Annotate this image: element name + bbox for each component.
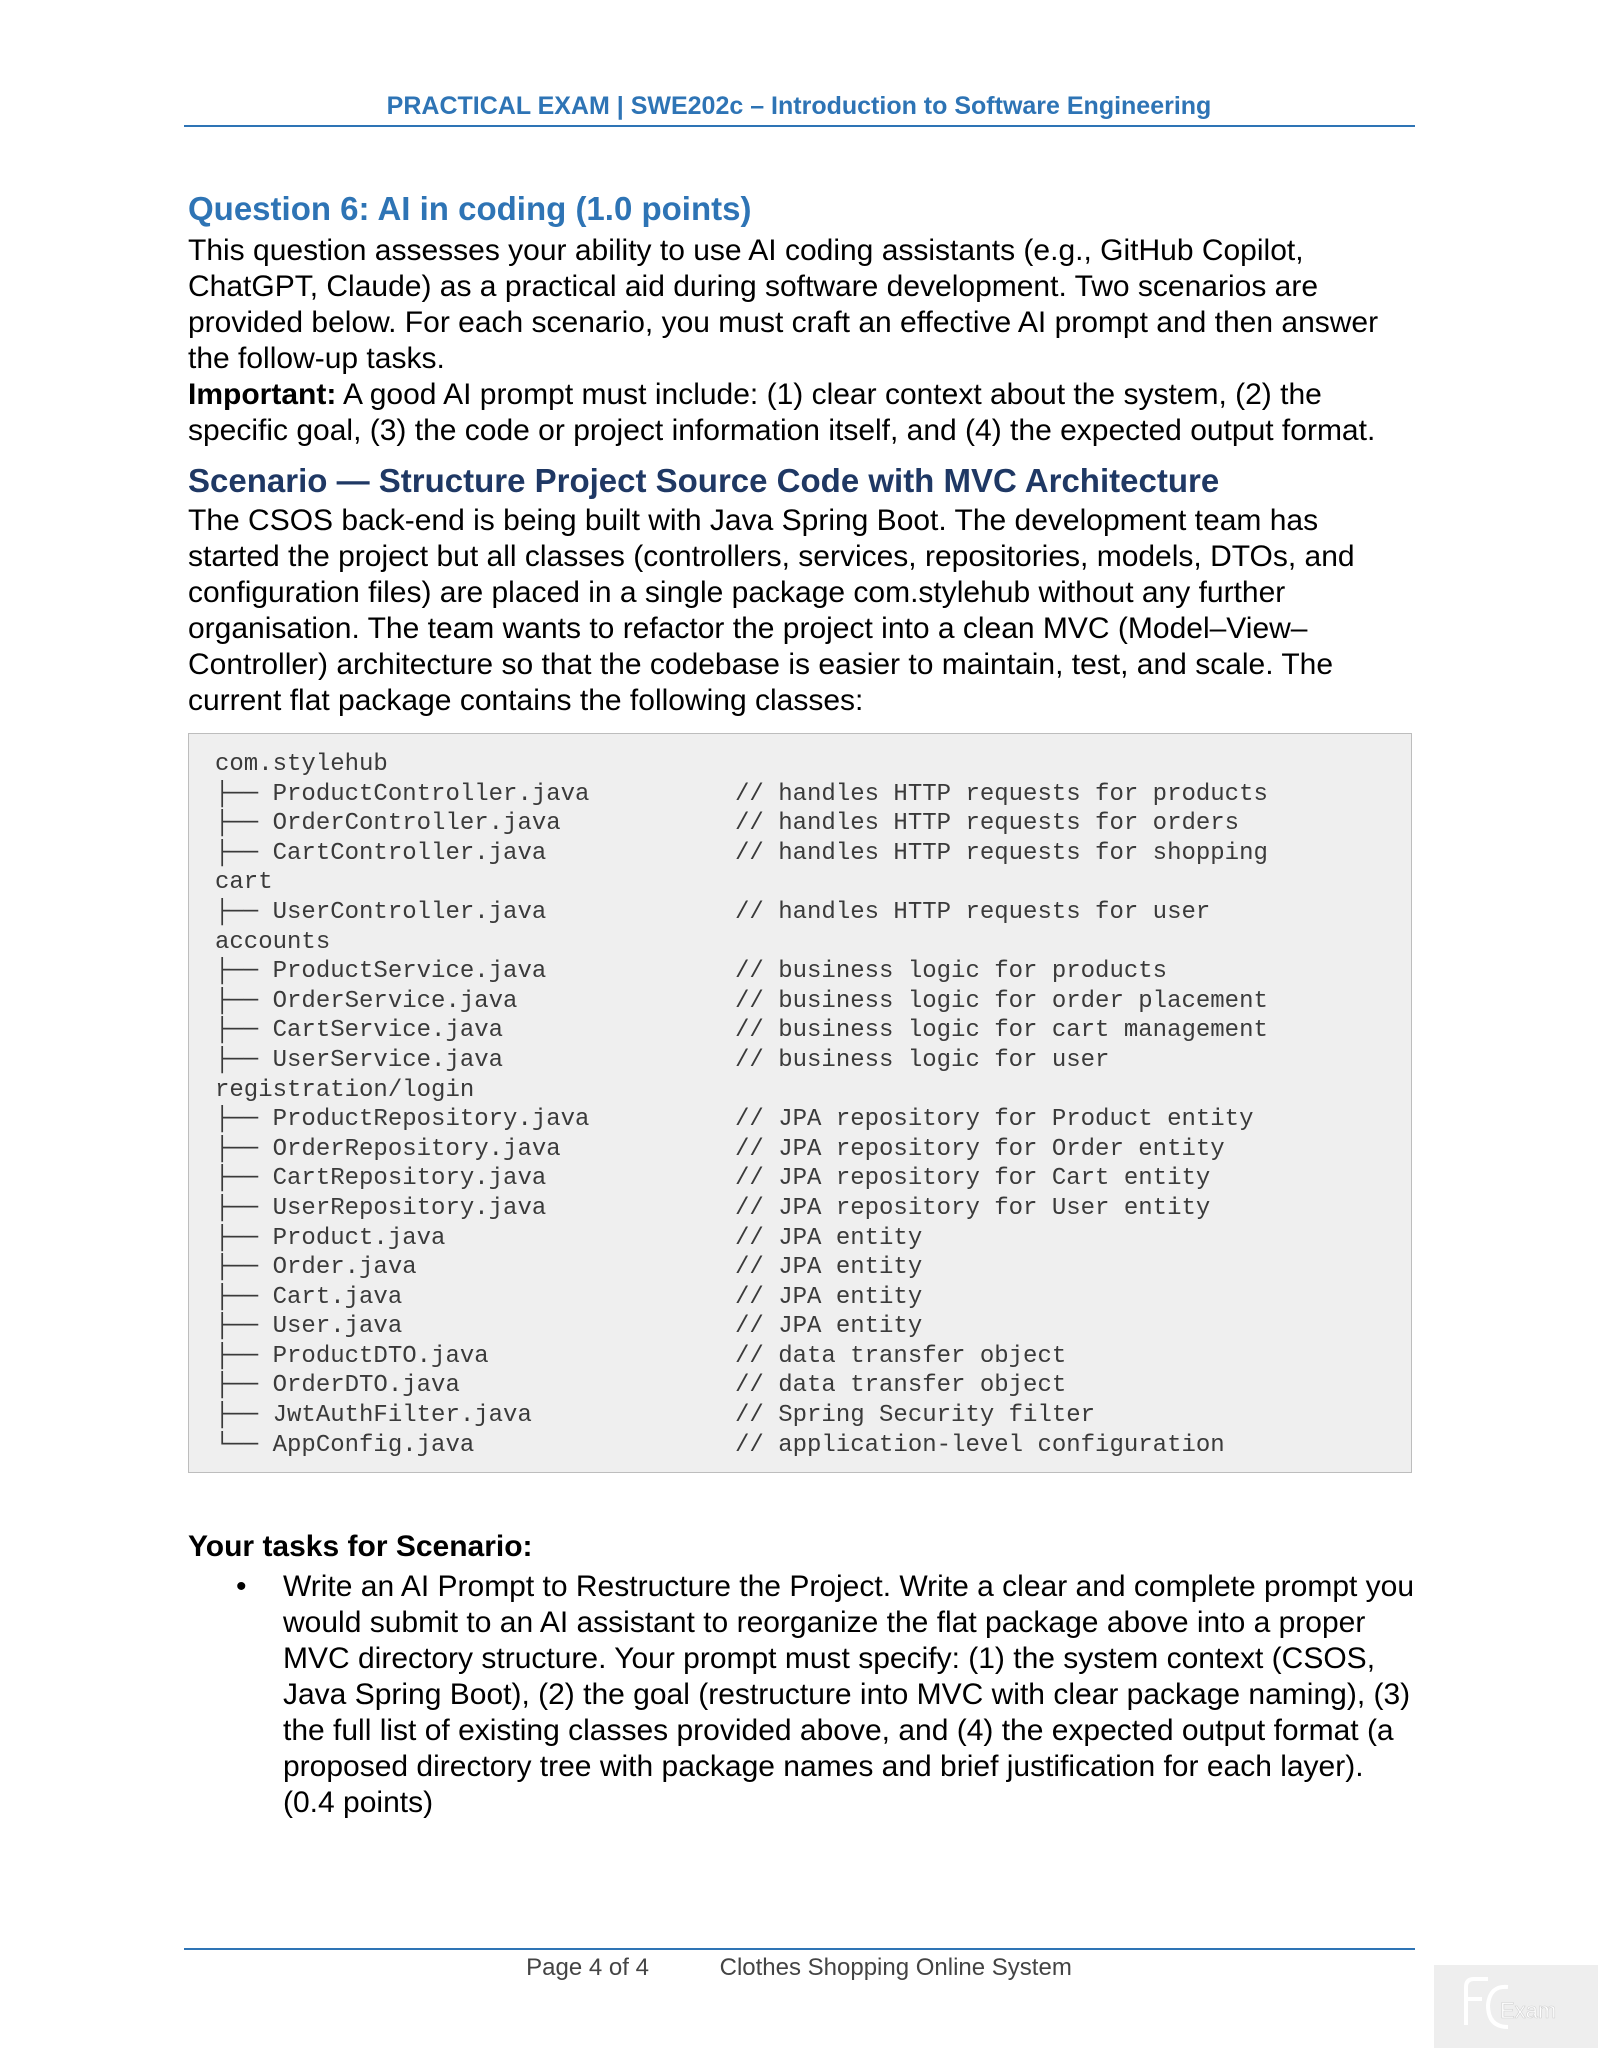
exam-header-title: PRACTICAL EXAM | SWE202c – Introduction to Software Engineering — [386, 92, 1212, 120]
code-line-path: ├── UserController.java — [215, 898, 547, 926]
code-line — [215, 1401, 1411, 1431]
code-line-path: registration/login — [215, 1076, 475, 1104]
code-line-comment: // JPA repository for Cart entity — [735, 1165, 1211, 1193]
code-line — [215, 1253, 1411, 1283]
important-label: Important: — [188, 378, 337, 411]
code-line — [215, 1371, 1411, 1401]
scenario-title: Scenario — Structure Project Source Code with MVC Architecture — [188, 462, 1220, 499]
code-line — [215, 1283, 1411, 1313]
code-line-path: ├── UserService.java — [215, 1046, 504, 1074]
code-line-comment: // handles HTTP requests for shopping — [735, 839, 1268, 867]
page-number: Page 4 of 4 — [526, 1954, 649, 1981]
watermark-text: Exam — [1500, 1998, 1557, 2023]
code-line-path: ├── CartController.java — [215, 839, 547, 867]
code-line-path: ├── Product.java — [215, 1224, 446, 1252]
footer-system-name: Clothes Shopping Online System — [719, 1954, 1072, 1981]
code-line-comment: // data transfer object — [735, 1342, 1067, 1370]
code-block — [188, 733, 1412, 1473]
code-line-path: ├── ProductRepository.java — [215, 1106, 590, 1134]
code-line-path: ├── OrderRepository.java — [215, 1135, 561, 1163]
code-line-path: ├── UserRepository.java — [215, 1194, 547, 1222]
code-line-path: ├── Order.java — [215, 1254, 417, 1282]
code-line-path: ├── Cart.java — [215, 1283, 403, 1311]
scenario-description: The CSOS back-end is being built with Java Spring Boot. The development team has started the project but all classes (controllers, services, repositories, models, DTOs, and configuration files) are placed in a single package com.stylehub without any further organisation. The team wants to refactor the project into a clean MVC (Model–View–Controller) architecture so that the codebase is easier to maintain, test, and scale. The current flat package contains the following classes: — [188, 504, 1355, 717]
code-line — [215, 1135, 1411, 1165]
code-line-comment: // Spring Security filter — [735, 1402, 1096, 1430]
question-intro: This question assesses your ability to use AI coding assistants (e.g., GitHub Copilot, ChatGPT, Claude) as a practical aid during software development. Two scenarios are provided below. For each scenario, you must craft an effective AI prompt and then answer the follow-up tasks. — [188, 234, 1379, 375]
exam-watermark-logo — [1434, 1965, 1598, 2048]
code-line-comment: // data transfer object — [735, 1372, 1067, 1400]
code-line — [215, 928, 1411, 958]
code-line-comment: // JPA repository for Product entity — [735, 1106, 1254, 1134]
code-line — [215, 1164, 1411, 1194]
code-line — [215, 750, 1411, 780]
code-line — [215, 1224, 1411, 1254]
code-line-comment: // handles HTTP requests for products — [735, 780, 1268, 808]
code-line-comment: // application-level configuration — [735, 1431, 1225, 1459]
code-line-path: ├── JwtAuthFilter.java — [215, 1402, 532, 1430]
code-line-path: ├── ProductController.java — [215, 780, 590, 808]
tasks-title: Your tasks for Scenario: — [188, 1530, 533, 1563]
code-line — [215, 809, 1411, 839]
code-line — [215, 898, 1411, 928]
code-line — [215, 957, 1411, 987]
task-item — [188, 1569, 1418, 1821]
code-line-comment: // JPA entity — [735, 1254, 923, 1282]
code-line-comment: // business logic for order placement — [735, 987, 1268, 1015]
question-title: Question 6: AI in coding (1.0 points) — [188, 190, 752, 227]
code-line — [215, 1312, 1411, 1342]
code-line — [215, 1194, 1411, 1224]
page-content — [188, 185, 1418, 1821]
code-line-path: ├── CartRepository.java — [215, 1165, 547, 1193]
code-line-comment: // JPA entity — [735, 1224, 923, 1252]
code-line — [215, 1342, 1411, 1372]
code-line-comment: // JPA repository for User entity — [735, 1194, 1211, 1222]
code-line-comment: // JPA entity — [735, 1313, 923, 1341]
code-line-comment: // JPA entity — [735, 1283, 923, 1311]
code-line-path: accounts — [215, 928, 331, 956]
code-line-comment: // JPA repository for Order entity — [735, 1135, 1225, 1163]
page-footer — [0, 1954, 1598, 1982]
code-line-comment: // business logic for user — [735, 1046, 1110, 1074]
footer-divider — [184, 1948, 1415, 1950]
header-divider — [184, 125, 1415, 127]
code-line-path: ├── OrderService.java — [215, 987, 518, 1015]
code-line — [215, 839, 1411, 869]
code-line-path: ├── CartService.java — [215, 1017, 504, 1045]
code-line-path: ├── OrderDTO.java — [215, 1372, 460, 1400]
important-text: A good AI prompt must include: (1) clear context about the system, (2) the specific goal, (3) the code or project information itself, and (4) the expected output format. — [188, 378, 1376, 447]
watermark-logo-icon — [1434, 1965, 1598, 2048]
code-line-path: ├── OrderController.java — [215, 810, 561, 838]
bullet-icon: • — [236, 1570, 247, 1603]
code-line — [215, 1105, 1411, 1135]
code-line-comment: // business logic for cart management — [735, 1017, 1268, 1045]
code-line-path: ├── ProductService.java — [215, 958, 547, 986]
code-line — [215, 1046, 1411, 1076]
code-line-path: ├── User.java — [215, 1313, 403, 1341]
task-text: Write an AI Prompt to Restructure the Project. Write a clear and complete prompt you would submit to an AI assistant to reorganize the flat package above into a proper MVC directory structure. Your prompt must specify: (1) the system context (CSOS, Java Spring Boot), (2) the goal (restructure into MVC with clear package naming), (3) the full list of existing classes provided above, and (4) the expected output format (a proposed directory tree with package names and brief justification for each layer). (0.4 points) — [283, 1570, 1415, 1819]
code-line — [215, 1076, 1411, 1106]
code-line-comment: // handles HTTP requests for orders — [735, 810, 1240, 838]
code-line — [215, 868, 1411, 898]
code-line-path: └── AppConfig.java — [215, 1431, 475, 1459]
important-note — [188, 377, 1418, 449]
code-line-path: ├── ProductDTO.java — [215, 1342, 489, 1370]
code-line — [215, 987, 1411, 1017]
code-line-comment: // handles HTTP requests for user — [735, 898, 1211, 926]
code-line-comment: // business logic for products — [735, 958, 1168, 986]
code-line — [215, 780, 1411, 810]
code-line-path: com.stylehub — [215, 751, 388, 778]
code-line — [215, 1431, 1411, 1461]
code-line-path: cart — [215, 869, 273, 897]
code-line — [215, 1016, 1411, 1046]
